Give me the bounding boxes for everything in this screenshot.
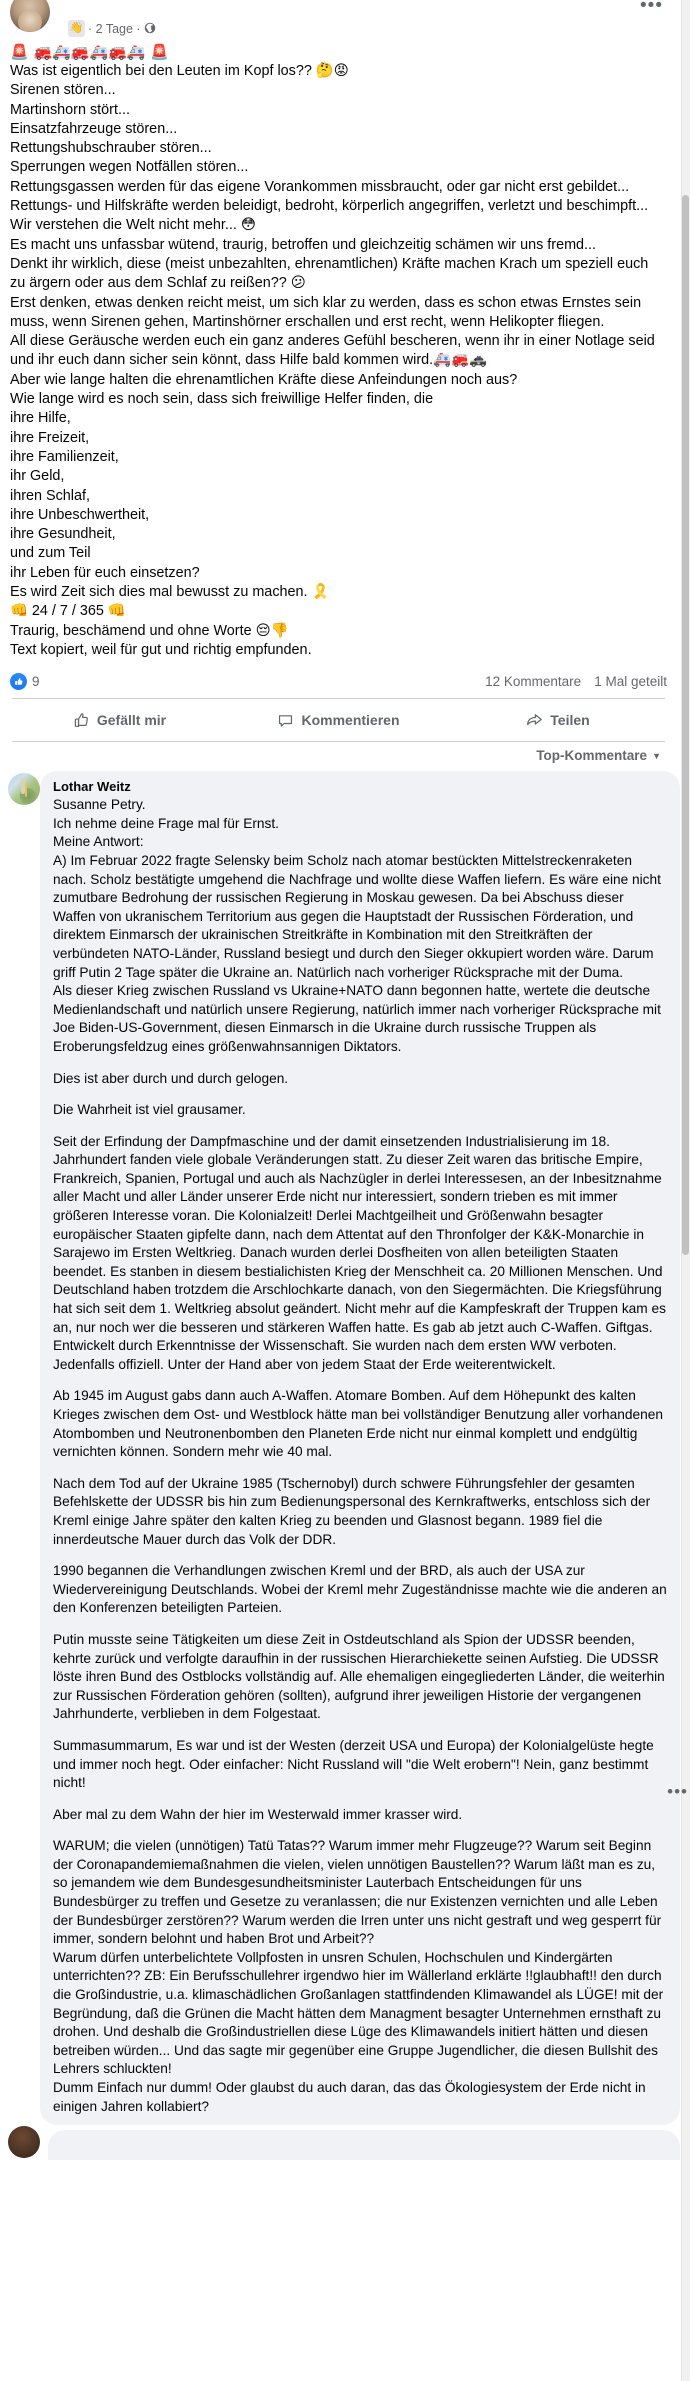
comment-paragraph: Als dieser Krieg zwischen Russland vs Ukraine+NATO dann begonnen hatte, wertete die deutsche Medienlandschaft und natürlich unsere Regierung, natürlich immer nach vorheriger Rücksprache mit Joe Biden-US-Government, diesen Einmarsch in die Ukraine durch russische Truppen als Eroberungsfeldzug eines größenwahnsannigen Diktators. (53, 983, 661, 1054)
comment-paragraph: Dies ist aber durch und durch gelogen. (53, 1070, 289, 1086)
post-line: All diese Geräusche werden euch ein ganz anderes Gefühl bescheren, wenn ihr in einer Notlage seid und ihr euch dann sicher sein könnt, dass Hilfe bald kommen wird.🚑🚒🚓 (10, 333, 655, 369)
post-body (10, 40, 667, 660)
comment-count-link[interactable]: 12 Kommentare (485, 673, 582, 689)
post-line: Wir verstehen die Welt nicht mehr... 😳 (10, 217, 256, 234)
chevron-down-icon: ▼ (652, 750, 661, 761)
post-line: Was ist eigentlich bei den Leuten im Kopf los?? 🤔😡 (10, 63, 349, 79)
post-line: Es macht uns unfassbar wütend, traurig, betroffen und gleichzeitig schämen wir uns fremd... (10, 236, 597, 253)
post-line: Aber wie lange halten die ehrenamtlichen Kräfte diese Anfeindungen noch aus? (10, 371, 518, 388)
comment-author-avatar[interactable] (8, 773, 40, 805)
comment-paragraph: Ich nehme deine Frage mal für Ernst. (53, 815, 279, 831)
post-line: ihr Leben für euch einsetzen? (10, 564, 200, 581)
comment-paragraph: Meine Antwort: (53, 834, 144, 850)
post-engagement-row (10, 664, 667, 698)
post-line: Sirenen stören... (10, 82, 116, 99)
post-line: ihren Schlaf, (10, 487, 90, 504)
post-line: Rettungsgassen werden für das eigene Vorankommen missbraucht, oder gar nicht erst gebildet... (10, 178, 630, 195)
post-line: Rettungs- und Hilfskräfte werden beleidigt, bedroht, körperlich angegriffen, verletzt und beschimpft... (10, 198, 649, 215)
post-line: Wie lange wird es noch sein, dass sich freiwillige Helfer finden, die (10, 391, 434, 408)
comment-paragraph: WARUM; die vielen (unnötigen) Tatü Tatas?? Warum immer mehr Flugzeuge?? Warum seit Beginn der Coronapandemiemaßnahmen die vielen, vielen unnötigen Baustellen?? Warum läßt man es zu, so jemandem wie dem Bundesgesundheitsminister Lauterbach Entscheidungen für uns Bundesbürger zu treffen und Gesetze zu veranlassen; die nur Existenzen vernichten und alle Leben der Bundesbürger zerstören?? Warum werden die Irren unter uns nicht gestraft und weg gesperrt für immer, sondern belohnt und haben Brot und Arbeit?? (53, 1838, 662, 1947)
post-line: Text kopiert, weil für gut und richtig empfunden. (10, 641, 312, 658)
post-line: ihr Geld, (10, 468, 65, 485)
like-button-label: Gefällt mir (96, 712, 167, 729)
post-author-name[interactable] (59, 0, 156, 14)
post-line: Denkt ihr wirklich, diese (meist unbezahlten, ehrenamtlichen) Kräfte machen Krach um speziell euch zu ärgern oder aus dem Schlaf zu reißen?? 😕 (10, 255, 649, 292)
share-count-link[interactable]: 1 Mal geteilt (594, 673, 667, 689)
reaction-summary[interactable] (10, 673, 40, 690)
comments-sort-control[interactable] (10, 742, 667, 771)
post-action-bar (10, 699, 667, 741)
paragraph-spacer (53, 1724, 667, 1737)
post-more-options-icon[interactable]: ••• (640, 0, 663, 16)
post-timestamp[interactable]: · 2 Tage · (88, 21, 141, 36)
hand-wave-icon: 👋 (68, 20, 85, 37)
comment-paragraph: Putin musste seine Tätigkeiten um diese Zeit in Ostdeutschland als Spion der UDSSR beenden, kehrte zurück und verfolgte daraufhin in der russischen Hierarchiekette seinen Aufstieg. Die UDSSR löste ihren Bund des Ostblocks vollständig auf. Alle ehemaligen eingegliederten Länder, die weiterhin zur Russischen Förderation gehören (sollten), aufgrund ihrer jeweiligen Historie der vergangenen Jahrhunderte, verblieben in dem Folgestaat. (53, 1631, 665, 1722)
post-line: Erst denken, etwas denken reicht meist, um sich klar zu werden, dass es schon etwas Ernstes sein muss, wenn Sirenen gehen, Martinshörner erschallen und erst recht, wenn Helikopter fliegen. (10, 294, 642, 330)
paragraph-spacer (53, 1374, 667, 1387)
post-container (0, 0, 681, 771)
next-comment-avatar[interactable] (8, 2126, 40, 2158)
comments-sort-label: Top-Kommentare (536, 748, 648, 764)
paragraph-spacer (53, 1088, 667, 1101)
paragraph-spacer (53, 1120, 667, 1133)
post-line: Sperrungen wegen Notfällen stören... (10, 159, 249, 176)
paragraph-spacer (53, 1462, 667, 1475)
post-line: und zum Teil (10, 545, 91, 562)
comment-paragraph: Seit der Erfindung der Dampfmaschine und der damit einsetzenden Industrialisierung im 18. Jahrhundert fanden viele globale Veränderungen statt. Zu dieser Zeit waren das britische Empire, Frankreich, Spanien, Portugal und auch als Nachzügler in derlei Interessesen, an der Inbesitznahme aller Macht und aller Länder unserer Erde nicht nur interessiert, sondern trieben es mit immer größeren Interesse voran. Die Kolonialzeit! Derlei Machtgeilheit und Größenwahn besagter europäischer Staaten gipfelte dann, nach dem Attentat auf den Thronfolger der K&K-Monarchie in Sarajewo im Ersten Weltkrieg. Danach wurden derlei Dosfheiten von allen beteiligten Staaten beendet. Es stanben in diesem bestialichisten Krieg der Menschheit ca. 20 Millionen Menschen. Und Deutschland haben trotzdem die Arschlochkarte danach, von den Siegermächten. Die Kriegsführung hat sich seit dem 1. Weltkrieg absolut geändert. Nicht mehr auf die Kampfeskraft der Truppen kam es an, nur noch wer die besseren und stärkeren Waffen hatte. Es gab ab jetzt auch C-Waffen. Giftgas. Entwickelt durch Erkenntnisse der Wissenschaft. Sie wurden nach dem ersten WW verboten. Jedenfalls offiziell. Unter der Hand aber von jedem Staat der Erde weiterentwickelt. (53, 1133, 666, 1372)
paragraph-spacer (53, 1793, 667, 1806)
comment-paragraph: Dumm Einfach nur dumm! Oder glaubst du auch daran, das das Ökologiesystem der Erde nicht in einigen Jahren kollabiert? (53, 2080, 646, 2114)
comment-paragraph: Ab 1945 im August gabs dann auch A-Waffen. Atomare Bomben. Auf dem Höhepunkt des kalten Krieges zwischen dem Ost- und Westblock hätte man bei vollständiger Benutzung aller vorhandenen Atombomben und Neutronenbomben den Planeten Erde nicht nur einmal komplett und endgültig vernichten können. Sondern mehr wie 40 mal. (53, 1388, 663, 1460)
reaction-count: 9 (32, 673, 40, 689)
post-line: ihre Familienzeit, (10, 448, 119, 465)
post-line: ihre Hilfe, (10, 410, 71, 427)
post-counts (485, 674, 667, 689)
thumbs-up-outline-icon (73, 712, 90, 729)
comment-body-wrap (40, 771, 680, 2144)
post-header (10, 0, 667, 40)
comment-button-label: Kommentieren (301, 712, 400, 729)
comment-item (0, 771, 690, 2144)
comment-button[interactable] (229, 703, 448, 737)
comment-paragraph: Aber mal zu dem Wahn der hier im Westerwald immer krasser wird. (53, 1806, 463, 1822)
share-arrow-icon (525, 711, 543, 729)
post-line: Einsatzfahrzeuge stören... (10, 120, 178, 137)
post-line: 🚨 🚒🚑🚒🚑🚒🚑 🚨 (10, 43, 169, 61)
post-author-avatar[interactable] (10, 0, 50, 32)
post-line: ihre Gesundheit, (10, 526, 116, 543)
next-comment-bubble (48, 2130, 680, 2160)
comment-paragraph: Summasummarum, Es war und ist der Westen (derzeit USA und Europa) der Kolonialgelüste hegte und immer noch hegt. Oder einfacher: Nicht Russland will "die Welt erobern"! Nein, ganz bestimmt nicht! (53, 1737, 654, 1791)
paragraph-spacer (53, 1824, 667, 1837)
comment-paragraph: Nach dem Tod auf der Ukraine 1985 (Tschernobyl) durch schwere Führungsfehler der gesamten Befehlskette der UDSSR bis hin zum Bedienungspersonal des Kernkraftwerks, entschloss sich der Kreml einige Jahre später den kalten Krieg zu beenden und Glasnost begann. 1989 fiel die innerdeutsche Mauer durch das Volk der DDR. (53, 1475, 651, 1547)
paragraph-spacer (53, 1618, 667, 1631)
globe-icon (144, 22, 156, 36)
comment-author-name[interactable]: Lothar Weitz (53, 779, 131, 795)
post-line: Traurig, beschämend und ohne Worte 😔👎 (10, 622, 289, 639)
comment-paragraph: 1990 begannen die Verhandlungen zwischen Kreml und der BRD, als auch der USA zur Wiedervereinigung Deutschlands. Wobei der Kreml mehr Zugeständnisse machte wie die anderen an den Konferenzen beteiligten Parteien. (53, 1563, 667, 1616)
comment-paragraph: A) Im Februar 2022 fragte Selensky beim Scholz nach atomar bestückten Mittelstreckenraketen nach. Scholz bestätigte umgehend die Nachfrage und wollte diese Waffen liefern. Es wäre eine nicht zumutbare Bedrohung der russischen Regierung in Moskau gewesen. Da bei Abschuss dieser Waffen von ukranischem Territorium aus gegen die Hauptstadt der Russischen Förderation, und direktem Einmarsch der ukrainischen Streitkräfte in Kombination mit den Streitkräften der verbündeten NATO-Länder, Russland besiegt und durch den Sieger okkupiert worden wäre. Darum griff Putin 2 Tage später die Ukraine an. Natürlich nach vorheriger Rücksprache mit der Duma. (53, 852, 661, 980)
post-line: Es wird Zeit sich dies mal bewusst zu machen. 🎗️ (10, 584, 330, 601)
share-button[interactable] (448, 703, 667, 737)
comment-more-options-icon[interactable]: ••• (667, 1782, 688, 1802)
thumbs-up-filled-icon (10, 673, 27, 690)
comment-paragraph: Susanne Petry. (53, 797, 146, 813)
post-line: Martinshorn stört... (10, 101, 130, 118)
comment-paragraph: Die Wahrheit ist viel grausamer. (53, 1102, 246, 1118)
comment-paragraph: Warum dürfen unterbelichtete Vollpfosten in unsren Schulen, Hochschulen und Kindergärten unterrichten?? ZB: Ein Berufsschullehrer irgendwo hier im Wällerland erklärte !!glaubhaft!! den durch die Großindustrie, u.a. klimaschädlichen Großanlagen stattfindenden Klimawandel als LÜGE! mit der Begründung, daß die Grünen die Macht hätten dem Managment besagter Unternehmen ernsthaft zu drohen. Und deshalb die Großindustriellen diese Lüge des Klimawandels initiert hätten und diesen betreiben würden... Und das sagte mir gegenüber eine Gruppe Jugendlicher, die diesen Bullshit des Lehrers schluckten! (53, 1949, 664, 2077)
like-button[interactable] (10, 703, 229, 737)
post-line: ihre Freizeit, (10, 429, 90, 446)
post-line: 👊 24 / 7 / 365 👊 (10, 603, 126, 620)
share-button-label: Teilen (550, 712, 590, 729)
paragraph-spacer (53, 1549, 667, 1562)
post-line: ihre Unbeschwertheit, (10, 506, 150, 523)
paragraph-spacer (53, 1057, 667, 1070)
comment-bubble-icon (277, 712, 294, 729)
comment-bubble (40, 771, 680, 2125)
post-meta (68, 16, 156, 37)
post-line: Rettungshubschrauber stören... (10, 140, 212, 157)
